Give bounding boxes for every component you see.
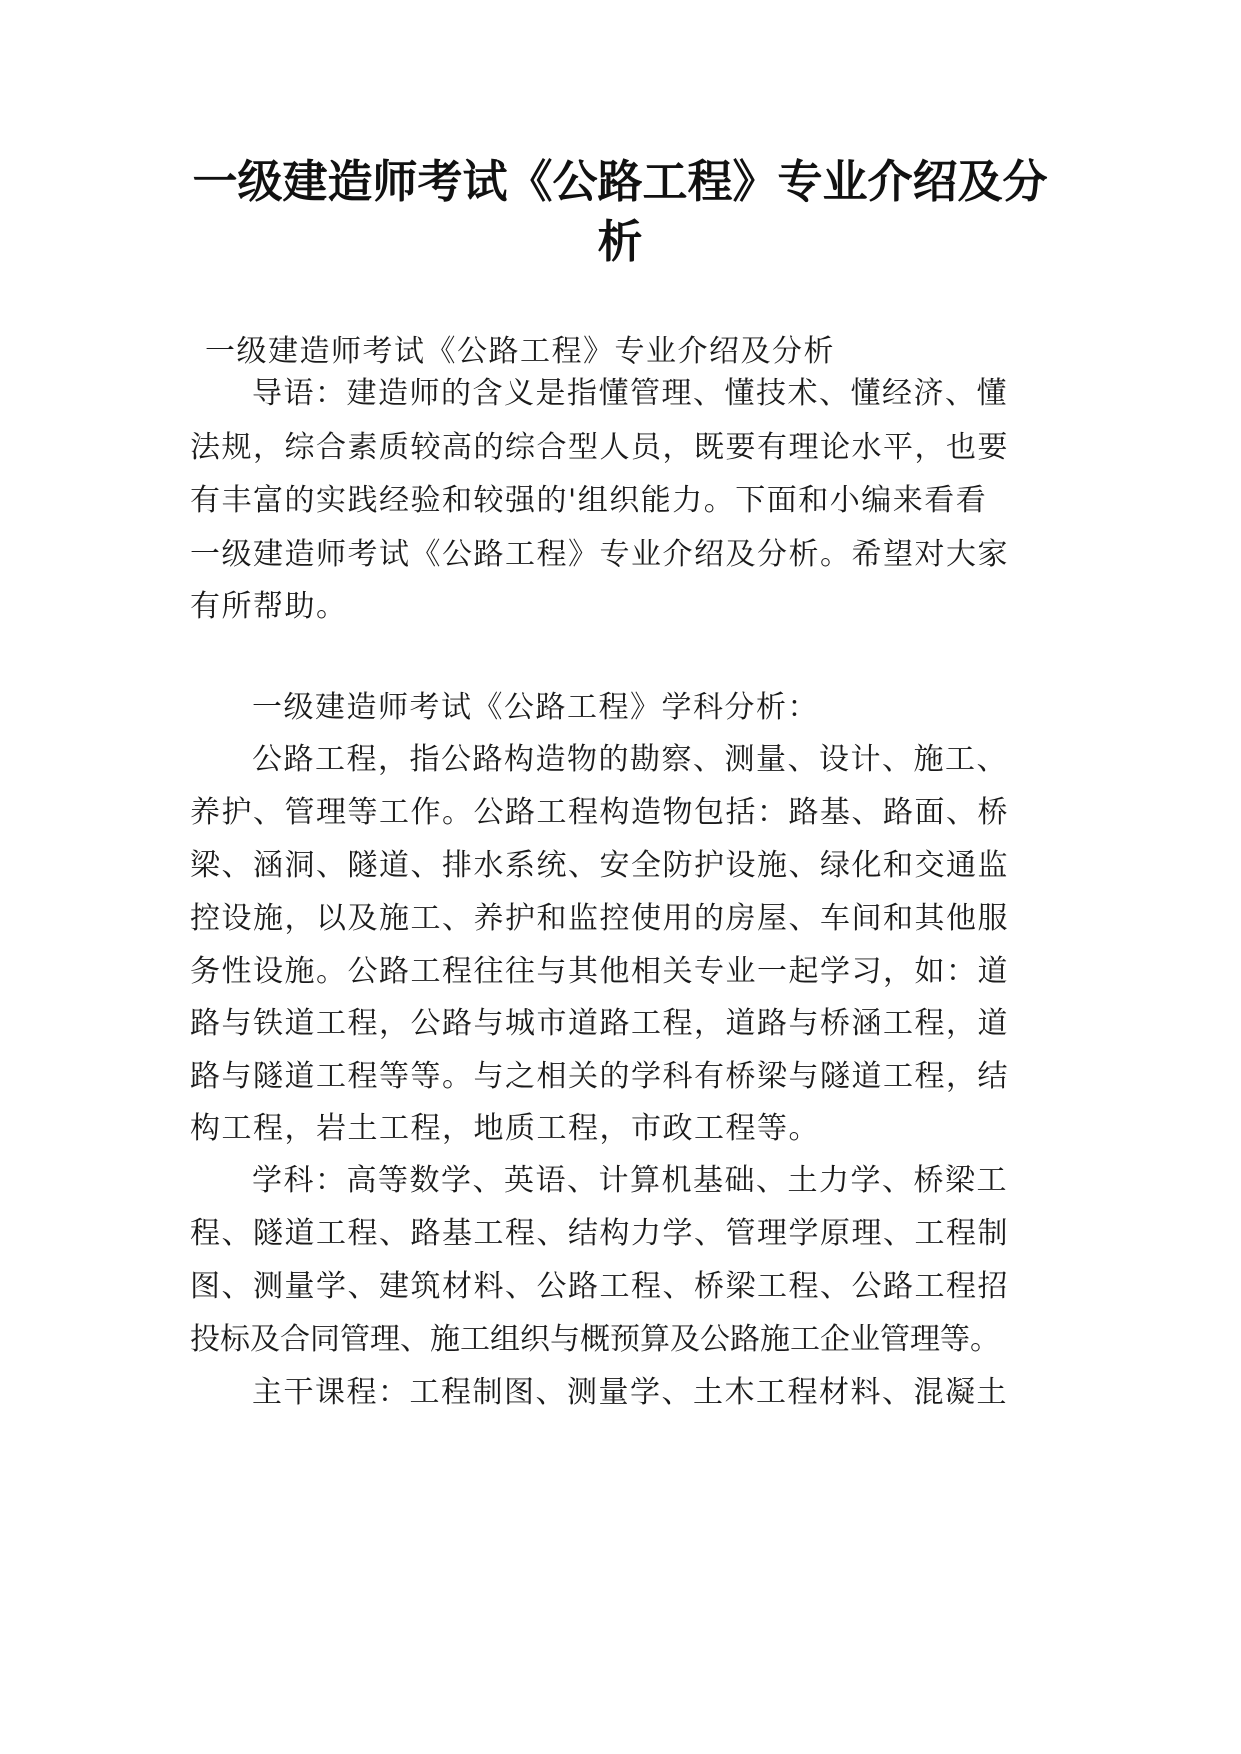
title-line-1: 一级建造师考试《公路工程》专业介绍及分: [192, 155, 1048, 208]
section-heading: 一级建造师考试《公路工程》学科分析：: [252, 690, 819, 725]
intro-line: 导语：建造师的含义是指懂管理、懂技术、懂经济、懂: [252, 376, 1008, 411]
paragraph-line: 务性设施。公路工程往往与其他相关专业一起学习，如：道: [190, 954, 1009, 989]
paragraph-line: 程、隧道工程、路基工程、结构力学、管理学原理、工程制: [190, 1216, 1009, 1251]
intro-line: 有丰富的实践经验和较强的'组织能力。下面和小编来看看: [190, 483, 988, 518]
paragraph-line: 投标及合同管理、施工组织与概预算及公路施工企业管理等。: [190, 1322, 1000, 1357]
paragraph-line: 学科：高等数学、英语、计算机基础、土力学、桥梁工: [252, 1163, 1008, 1198]
title-line-2: 析: [597, 215, 643, 268]
paragraph-line: 路与隧道工程等等。与之相关的学科有桥梁与隧道工程，结: [190, 1059, 1009, 1094]
intro-line: 一级建造师考试《公路工程》专业介绍及分析。希望对大家: [190, 537, 1009, 572]
intro-line: 法规，综合素质较高的综合型人员，既要有理论水平，也要: [190, 430, 1009, 465]
paragraph-line: 构工程，岩土工程，地质工程，市政工程等。: [190, 1111, 820, 1146]
paragraph-line: 主干课程：工程制图、测量学、土木工程材料、混凝土: [252, 1375, 1008, 1410]
paragraph-line: 梁、涵洞、隧道、排水系统、安全防护设施、绿化和交通监: [190, 848, 1009, 883]
paragraph-line: 控设施，以及施工、养护和监控使用的房屋、车间和其他服: [190, 901, 1009, 936]
document-title: [150, 152, 1090, 272]
subtitle-line: 一级建造师考试《公路工程》专业介绍及分析: [205, 334, 835, 369]
paragraph-line: 路与铁道工程，公路与城市道路工程，道路与桥涵工程，道: [190, 1006, 1009, 1041]
paragraph-line: 图、测量学、建筑材料、公路工程、桥梁工程、公路工程招: [190, 1269, 1009, 1304]
paragraph-line: 养护、管理等工作。公路工程构造物包括：路基、路面、桥: [190, 795, 1009, 830]
paragraph-line: 公路工程，指公路构造物的勘察、测量、设计、施工、: [252, 742, 1008, 777]
intro-line: 有所帮助。: [190, 589, 348, 624]
